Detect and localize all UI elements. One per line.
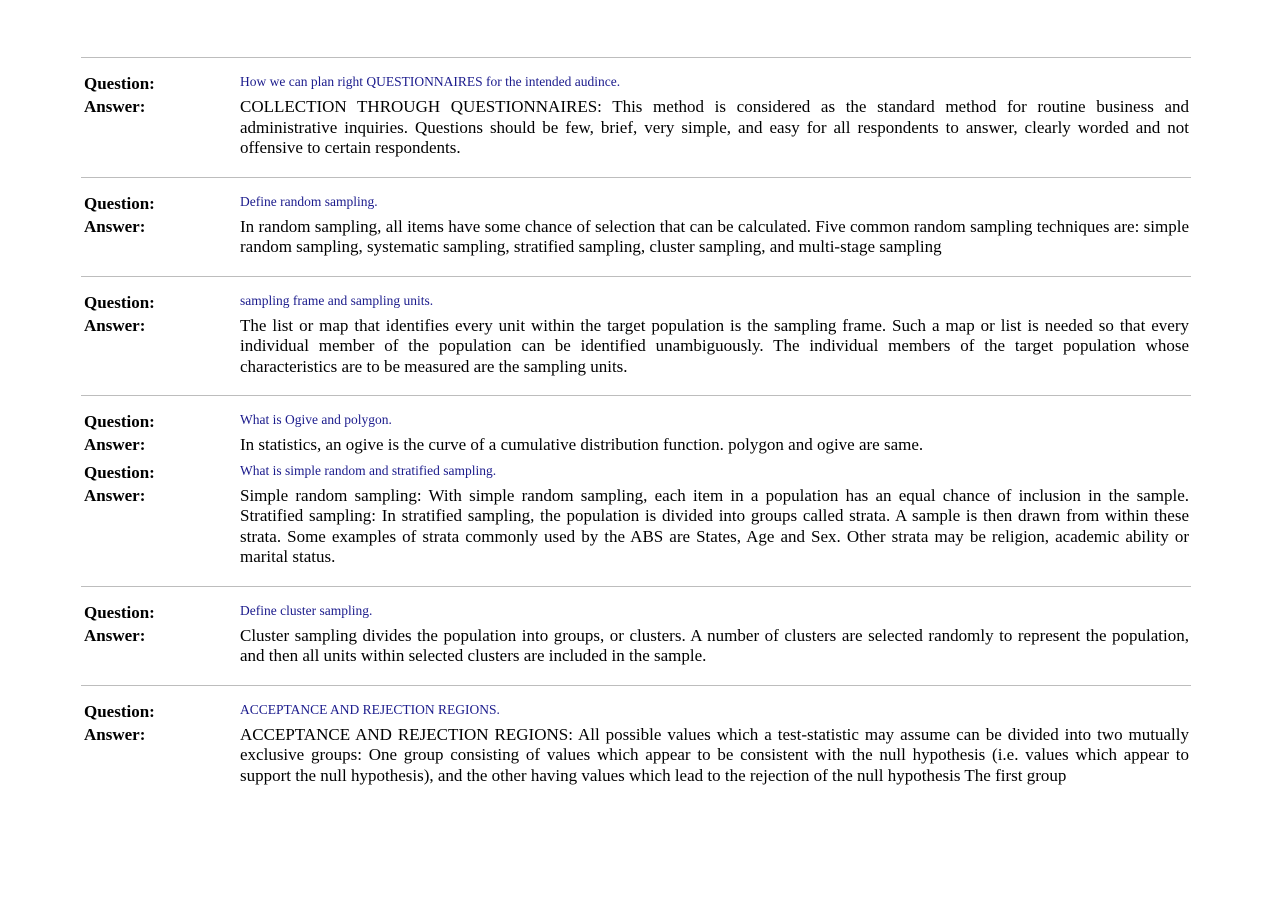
question-row: [81, 409, 1191, 435]
question-text: How we can plan right QUESTIONNAIRES for the intended audince.: [240, 74, 621, 89]
answer-label: Answer:: [84, 485, 146, 505]
question-row: [81, 71, 1191, 97]
question-label: Question:: [84, 193, 155, 213]
question-label: Question:: [84, 701, 155, 721]
question-label: Question:: [84, 74, 155, 93]
question-row: [81, 290, 1191, 316]
answer-text: Simple random sampling: With simple random sampling, each item in a population has an equal chance of inclusion in the sample. Stratified sampling: In stratified sampling, the population is divided into groups called strata. A sample is then drawn from within these strata. Some examples of strata commonly used by the ABS are States, Age and Sex. Other strata may be religion, academic ability or marital status.: [240, 485, 1189, 566]
question-label: Question:: [84, 602, 155, 622]
question-text: Define random sampling.: [240, 193, 378, 209]
answer-text: Cluster sampling divides the population into groups, or clusters. A number of clusters are selected randomly to represent the population, and then all units within selected clusters are included in the sample.: [240, 625, 1189, 665]
qa-pair: [81, 699, 1191, 787]
answer-label: Answer:: [84, 435, 146, 454]
answer-label: Answer:: [84, 625, 146, 645]
qa-pair: [81, 460, 1191, 568]
question-text: sampling frame and sampling units.: [240, 292, 434, 308]
answer-text: ACCEPTANCE AND REJECTION REGIONS: All possible values which a test-statistic may assume can be divided into two mutually exclusive groups: One group consisting of values which appear to be consistent with the null hypothesis (i.e. values which appear to support the null hypothesis), and the other having values which lead to the rejection of the null hypothesis The first group: [240, 724, 1189, 785]
qa-block: [81, 686, 1191, 805]
question-label: Question:: [84, 462, 155, 482]
question-text: What is simple random and stratified sampling.: [240, 462, 497, 478]
answer-row: [81, 97, 1191, 159]
qa-pair: [81, 600, 1191, 667]
answer-row: [81, 725, 1191, 787]
answer-text: In statistics, an ogive is the curve of a cumulative distribution function. polygon and ogive are same.: [240, 435, 924, 454]
qa-block: [81, 277, 1191, 396]
question-text: Define cluster sampling.: [240, 602, 373, 618]
qa-pair: [81, 71, 1191, 159]
answer-text: The list or map that identifies every unit within the target population is the sampling frame. Such a map or list is needed so that every individual member of the population can be identified unambiguously. The individual members of the target population whose characteristics are to be measured are the sampling units.: [240, 315, 1189, 376]
answer-row: [81, 316, 1191, 378]
answer-row: [81, 435, 1191, 456]
answer-row: [81, 217, 1191, 258]
question-label: Question:: [84, 412, 155, 431]
answer-row: [81, 486, 1191, 568]
qa-block: [81, 587, 1191, 685]
question-row: [81, 460, 1191, 486]
qa-pair: [81, 290, 1191, 378]
answer-label: Answer:: [84, 216, 146, 236]
question-row: [81, 191, 1191, 217]
qa-block: [81, 178, 1191, 276]
qa-block: [81, 396, 1191, 586]
question-text: ACCEPTANCE AND REJECTION REGIONS.: [240, 701, 500, 717]
qa-document: [81, 57, 1191, 804]
answer-label: Answer:: [84, 97, 146, 116]
answer-label: Answer:: [84, 315, 146, 335]
qa-pair: [81, 409, 1191, 456]
qa-pair: [81, 191, 1191, 258]
question-row: [81, 600, 1191, 626]
answer-text: COLLECTION THROUGH QUESTIONNAIRES: This method is considered as the standard method for routine business and administrative inquiries. Questions should be few, brief, very simple, and easy for all respondents to answer, clearly worded and not offensive to certain respondents.: [240, 97, 1189, 157]
question-text: What is Ogive and polygon.: [240, 412, 392, 427]
question-label: Question:: [84, 292, 155, 312]
question-row: [81, 699, 1191, 725]
answer-row: [81, 626, 1191, 667]
qa-block: [81, 58, 1191, 177]
answer-text: In random sampling, all items have some chance of selection that can be calculated. Five common random sampling techniques are: simple random sampling, systematic sampling, stratified sampling, cluster sampling, and multi-stage sampling: [240, 216, 1189, 256]
answer-label: Answer:: [84, 724, 146, 744]
